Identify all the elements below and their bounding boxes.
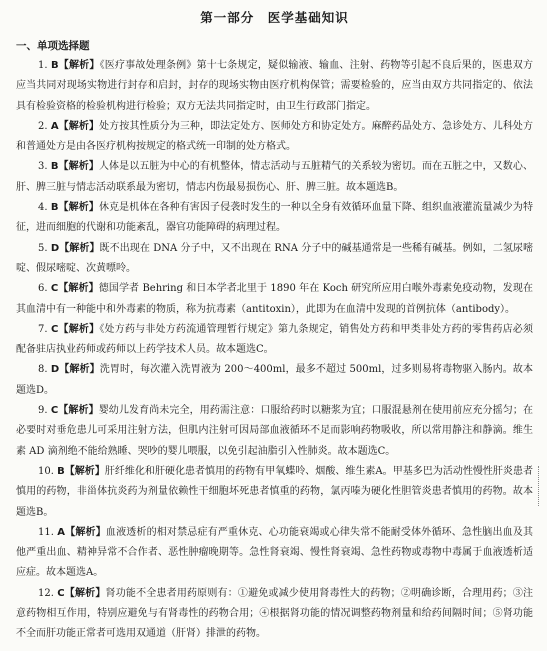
section-title: 一、单项选择题 <box>16 40 90 52</box>
answer-number: 7. <box>38 323 48 335</box>
answer-letter: A <box>57 526 66 538</box>
answer-explanation: 《处方药与非处方药流通管理暂行规定》第九条规定，销售处方药和甲类非处方药的零售药店必须配备驻店执业药师或药师以上药学技术人员。故本题选C。 <box>16 323 534 356</box>
answer-number: 4. <box>38 202 48 214</box>
answer-explanation: 肾功能不全患者用药原则有：①避免或减少使用肾毒性大的药物；②明确诊断，合理用药；③注意药物相互作用，特别应避免与有肾毒性的药物合用；④根据肾功能的情况调整药物剂量和给药间隔时间；⑤肾功能不全而肝功能正常者可选用双通道（肝肾）排泄的药物。 <box>16 587 534 640</box>
answer-item <box>16 56 533 117</box>
answer-item <box>16 157 533 198</box>
answer-letter: C <box>50 405 59 417</box>
answer-letter: C <box>50 283 59 295</box>
explanation-tag: 【解析】 <box>65 526 106 538</box>
answer-letter: B <box>57 465 65 477</box>
answer-number: 9. <box>38 405 48 417</box>
explanation-tag: 【解析】 <box>64 465 105 477</box>
page-title: 第一部分 医学基础知识 <box>200 10 349 25</box>
answer-letter: A <box>50 120 59 132</box>
answer-number: 6. <box>38 283 48 295</box>
answer-explanation: 洗胃时，每次灌入洗胃液为 200～400ml，最多不超过 500ml，过多则易将毒物驱入肠内。故本题选D。 <box>16 364 534 396</box>
explanation-tag: 【解析】 <box>64 587 106 599</box>
answer-item <box>16 401 533 462</box>
answer-number: 5. <box>38 242 48 254</box>
explanation-tag: 【解析】 <box>58 405 99 417</box>
answer-item <box>16 462 533 523</box>
explanation-tag: 【解析】 <box>58 60 100 71</box>
answer-item <box>16 584 533 645</box>
answer-letter: C <box>57 587 65 599</box>
answer-explanation: 既不出现在 DNA 分子中，又不出现在 RNA 分子中的碱基通常是一些稀有碱基。例如，二氢尿嘧啶、假尿嘧啶、次黄嘌呤。 <box>16 242 533 274</box>
margin-mark <box>538 466 544 506</box>
explanation-tag: 【解析】 <box>59 242 100 254</box>
answer-list <box>16 56 533 645</box>
answer-item <box>16 279 533 320</box>
answer-explanation: 人体是以五脏为中心的有机整体，情志活动与五脏精气的关系较为密切。而在五脏之中，又数心、肝、脾三脏与情志活动联系最为密切，情志内伤最易损伤心、肝、脾三脏。故本题选B。 <box>16 161 533 193</box>
answer-item <box>16 320 533 361</box>
explanation-tag: 【解析】 <box>58 161 99 173</box>
answer-number: 3. <box>38 161 48 173</box>
answer-number: 8. <box>38 364 48 376</box>
answer-explanation: 肝纤维化和肝硬化患者慎用的药物有甲氧蝶呤、烟酸、维生素A。甲基多巴为活动性慢性肝炎患者慎用的药物，非甾体抗炎药为剂量依赖性干细胞坏死患者慎重的药物，氯丙嗪为硬化性胆管炎患者慎用的药物。故本题选B。 <box>16 465 533 518</box>
answer-letter: B <box>50 161 59 173</box>
answer-number: 12. <box>38 587 54 599</box>
answer-explanation: 婴幼儿发育尚未完全，用药需注意：口服给药时以糖浆为宜；口服混悬剂在使用前应充分摇匀；在必要时对垂危患儿可采用注射方法，但肌内注射可因局部血液循环不足而影响药物吸收，所以常用静注和静滴。维生素 AD 滴剂绝不能给熟睡、哭吵的婴儿喂服，以免引起油脂引入性肺炎。故本题选C。 <box>16 405 533 457</box>
explanation-tag: 【解析】 <box>58 202 99 214</box>
explanation-tag: 【解析】 <box>58 323 100 335</box>
answer-item <box>16 360 533 401</box>
answer-number: 2. <box>38 120 48 132</box>
answer-number: 1. <box>38 60 48 71</box>
answer-explanation: 《医疗事故处理条例》第十七条规定，疑似输液、输血、注射、药物等引起不良后果的，医患双方应当共同对现场实物进行封存和启封，封存的现场实物由医疗机构保管；需要检验的，应当由双方共同指定的、依法具有检验资格的检验机构进行检验；双方无法共同指定时，由卫生行政部门指定。 <box>16 60 534 112</box>
explanation-tag: 【解析】 <box>58 120 100 132</box>
answer-letter: D <box>50 242 60 254</box>
answer-explanation: 休克是机体在各种有害因子侵袭时发生的一种以全身有效循环血量下降、组织血液灌流量减少为特征，进而细胞的代谢和功能紊乱，器官功能障碍的病理过程。 <box>16 202 533 234</box>
explanation-tag: 【解析】 <box>58 283 99 295</box>
answer-item <box>16 523 533 584</box>
answer-letter: D <box>50 364 60 376</box>
answer-letter: C <box>50 323 59 335</box>
answer-letter: B <box>50 202 59 214</box>
answer-item <box>16 117 533 158</box>
answer-item <box>16 198 533 239</box>
answer-item <box>16 239 533 280</box>
answer-explanation: 血液透析的相对禁忌症有严重休克、心功能衰竭或心律失常不能耐受体外循环、急性脑出血及其他严重出血、精神异常不合作者、恶性肿瘤晚期等。急性肾衰竭、慢性肾衰竭、急性药物或毒物中毒属于血液透析适应症。故本题选A。 <box>16 526 534 579</box>
answer-letter: B <box>50 60 59 71</box>
answer-explanation: 德国学者 Behring 和日本学者北里于 1890 年在 Koch 研究所应用白喉外毒素免疫动物，发现在其血清中有一种能中和外毒素的物质，称为抗毒素（antitoxin），此即为在血清中发现的首例抗体（antibody）。 <box>16 283 534 315</box>
answer-number: 10. <box>38 465 54 477</box>
explanation-tag: 【解析】 <box>59 364 100 376</box>
answer-number: 11. <box>38 526 54 538</box>
answer-explanation: 处方按其性质分为三种，即法定处方、医师处方和协定处方。麻醉药品处方、急诊处方、儿科处方和普通处方是由各医疗机构按规定的格式统一印制的处方格式。 <box>16 120 534 153</box>
